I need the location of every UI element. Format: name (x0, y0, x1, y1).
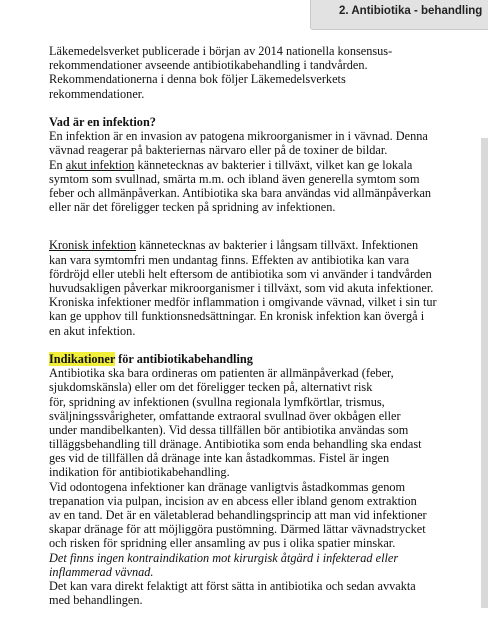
chapter-tab-label: 2. Antibiotika - behandling (339, 5, 483, 17)
text-line: skapar dränage för att möjliggöra pustömning. Därmed lättar vävnadstrycket (49, 522, 426, 537)
text-line: av en tand. Det är en väletablerad behandlingsprincip att man vid infektioner (49, 508, 427, 522)
text-line: under mandibelkanten). Vid dessa tillfällen bör antibiotika användas som (49, 422, 409, 437)
text-line: trepanation via pulpan, incision av en abcess eller ibland genom extraktion (49, 493, 417, 508)
section-infection (49, 115, 449, 214)
text-line: fördröjd eller utebli helt eftersom de antibiotika som vi använder i tandvården (49, 266, 432, 281)
text-line: En infektion är en invasion av patogena mikroorganismer in i vävnad. Denna (49, 129, 428, 144)
text-line: kan vara symtomfri men undantag finns. Effekten av antibiotika kan vara (49, 252, 410, 267)
text-line: symtom som svullnad, smärta m.m. och ibland även generella symtom som (49, 171, 420, 186)
text-line: eller när det föreligger tecken på spridning av infektionen. (49, 200, 336, 215)
section-heading: Vad är en infektion? (49, 114, 156, 129)
text-line: med behandlingen. (49, 593, 143, 608)
text-line: sväljningssvårigheter, omfattande extraoral svullnad över okbågen eller (49, 408, 401, 423)
text-line: kan ge upphov till funktionsnedsättningar. En kronisk infektion kan övergå i (49, 309, 425, 324)
text-line: en akut infektion. (49, 323, 136, 338)
text-line: Kroniska infektioner medför inflammation i omgivande vävnad, vilket i sin tur (49, 295, 437, 310)
section-indications (49, 352, 449, 607)
italic-line: inflammerad vävnad. (49, 564, 154, 579)
highlighted-term: Indikationer (49, 351, 116, 366)
section-heading: Indikationer för antibiotikabehandling (49, 351, 253, 366)
italic-line: Det finns ingen kontraindikation mot kirurgisk åtgärd i infekterad eller (49, 550, 399, 565)
text-line: och risken för spridning eller ansamling av pus i olika spatier minskar. (49, 536, 396, 551)
text-line: Kronisk infektion kännetecknas av bakterier i långsam tillväxt. Infektionen (49, 238, 419, 253)
text-line: Läkemedelsverket publicerade i början av 2014 nationella konsensus- (49, 44, 393, 58)
intro-paragraph (49, 44, 449, 101)
text-line: huvudsakligen påverkar mikroorganismer i tillväxt, som vid akuta infektioner. (49, 281, 434, 295)
text-line: Det kan vara direkt felaktigt att först sätta in antibiotika och sedan avvakta (49, 578, 416, 593)
text-line: En akut infektion kännetecknas av bakterier i tillväxt, vilket kan ge lokala (49, 157, 413, 172)
chronic-infection-term: Kronisk infektion (49, 238, 137, 253)
text-line: vävnad reagerar på bakteriernas närvaro eller på de toxiner de bildar. (49, 143, 388, 158)
text-line: Vid odontogena infektioner kan dränage vanligtvis åstadkommas genom (49, 479, 406, 494)
acute-infection-term: akut infektion (65, 157, 135, 172)
section-chronic (49, 238, 449, 337)
text-line: tilläggsbehandling till dränage. Antibiotika som enda behandling ska endast (49, 437, 422, 452)
text-line: indikation för antibiotikabehandling. (49, 465, 230, 480)
text-line: för, spridning av infektionen (svullna regionala lymfkörtlar, trismus, (49, 394, 385, 409)
text-line: Rekommendationerna i denna bok följer Läkemedelsverkets (49, 72, 346, 87)
text-line: feber och allmänpåverkan. Antibiotika ska bara användas vid allmänpåverkan (49, 185, 432, 200)
text-line: rekommendationer avseende antibiotikabehandling i tandvården. (49, 58, 368, 73)
chapter-tab (310, 0, 488, 30)
scrollbar[interactable] (481, 138, 488, 608)
text-line: Antibiotika ska bara ordineras om patienten är allmänpåverkad (feber, (49, 366, 394, 381)
document-body (49, 44, 449, 607)
text-line: rekommendationer. (49, 86, 145, 101)
text-line: ges vid de tillfällen då dränage inte kan åstadkommas. Fistel är ingen (49, 451, 390, 466)
text-line: sjukdomskänsla) eller om det föreligger tecken på, alternativt risk (49, 380, 373, 395)
